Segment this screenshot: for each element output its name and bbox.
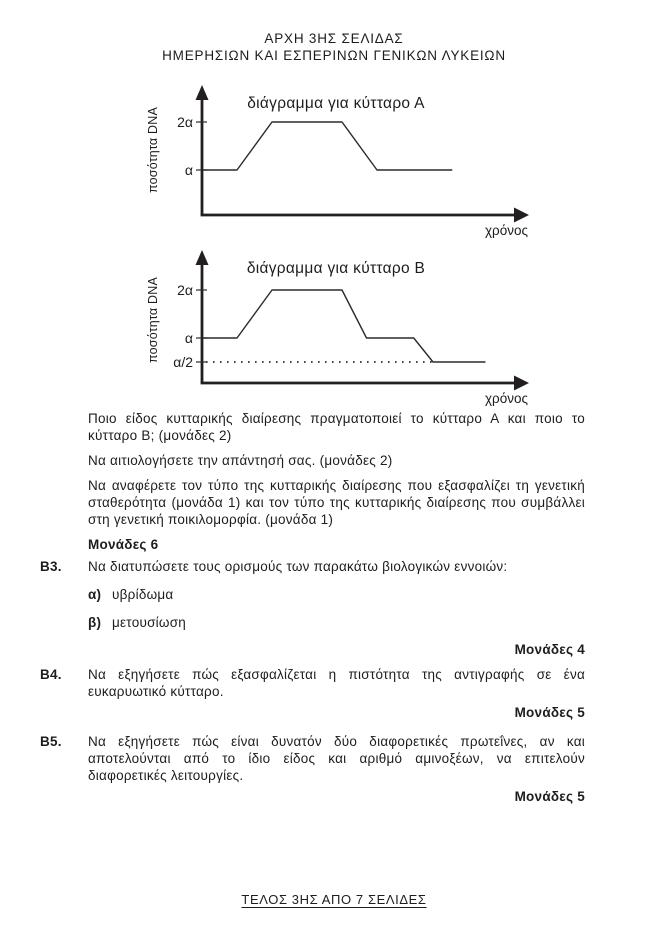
- chart-title: διάγραμμα για κύτταρο Β: [246, 260, 426, 277]
- section-label: Β3.: [40, 559, 62, 574]
- chart-title: διάγραμμα για κύτταρο Α: [247, 95, 425, 112]
- page-footer: [0, 892, 668, 907]
- y-axis-label: ποσότητα DNA: [146, 276, 160, 364]
- section-text: Να διατυπώσετε τους ορισμούς των παρακάτω βιολογικών εννοιών:: [88, 559, 508, 574]
- x-axis-arrow-icon: [514, 376, 529, 391]
- y-tick-label: α: [184, 162, 193, 178]
- section-text: Να εξηγήσετε πώς είναι δυνατόν δύο διαφορετικές πρωτεΐνες, αν και αποτελούνται από το ίδιο είδος και αριθμό αμινοξέων, να επιτελούν διαφορετικές λειτουργίες.: [88, 734, 585, 783]
- y-axis-arrow-icon: [196, 250, 209, 265]
- cell-a-chart: [140, 84, 540, 242]
- question-b2-block: [88, 410, 585, 561]
- footer-text: ΤΕΛΟΣ 3ΗΣ ΑΠΟ 7 ΣΕΛΙΔΕΣ: [241, 892, 427, 907]
- item-label: β): [88, 615, 102, 630]
- definition-item-b: [88, 614, 585, 631]
- y-tick-label: 2α: [177, 114, 193, 130]
- header-line-2: ΗΜΕΡΗΣΙΩΝ ΚΑΙ ΕΣΠΕΡΙΝΩΝ ΓΕΝΙΚΩΝ ΛΥΚΕΙΩΝ: [162, 48, 506, 63]
- question-paragraph: Ποιο είδος κυτταρικής διαίρεσης πραγματοποιεί το κύτταρο Α και ποιο το κύτταρο Β; (μονάδες 2): [88, 411, 585, 443]
- header-line-1: ΑΡΧΗ 3ΗΣ ΣΕΛΙΔΑΣ: [264, 31, 404, 46]
- section-b5: [40, 733, 585, 805]
- cell-b-chart: [140, 247, 540, 415]
- points-label: Μονάδες 5: [514, 705, 585, 720]
- item-text: μετουσίωση: [112, 615, 187, 630]
- section-b3: [40, 558, 585, 658]
- points-label: Μονάδες 4: [514, 642, 585, 657]
- y-tick-label: 2α: [177, 282, 193, 298]
- y-tick-label: α: [184, 330, 193, 346]
- y-axis-arrow-icon: [196, 85, 209, 100]
- figure-cell-a: [140, 84, 540, 247]
- section-label: Β5.: [40, 734, 62, 749]
- x-axis-label: χρόνος: [484, 391, 528, 406]
- y-axis-label: ποσότητα DNA: [146, 106, 160, 194]
- dna-quantity-curve: [202, 122, 452, 170]
- points-label: Μονάδες 5: [514, 789, 585, 804]
- section-text: Να εξηγήσετε πώς εξασφαλίζεται η πιστότητα της αντιγραφής σε ένα ευκαρυωτικό κύτταρο.: [88, 667, 585, 699]
- item-label: α): [88, 587, 102, 602]
- y-tick-label: α/2: [173, 354, 193, 370]
- question-paragraph: Να αιτιολογήσετε την απάντησή σας. (μονάδες 2): [88, 453, 393, 468]
- x-axis-arrow-icon: [514, 208, 529, 223]
- page-header: [0, 30, 668, 64]
- figure-cell-b: [140, 247, 540, 420]
- section-b4: [40, 666, 585, 721]
- question-paragraph: Να αναφέρετε τον τύπο της κυτταρικής διαίρεσης που εξασφαλίζει τη γενετική σταθερότητα (μονάδα 1) και τον τύπο της κυτταρικής διαίρεσης που συμβάλλει στη γενετική ποικιλομορφία. (μονάδα 1): [88, 478, 585, 527]
- definition-item-a: [88, 586, 585, 603]
- section-label: Β4.: [40, 667, 62, 682]
- dna-quantity-curve: [202, 290, 486, 362]
- x-axis-label: χρόνος: [484, 223, 528, 238]
- item-text: υβρίδωμα: [112, 587, 174, 602]
- points-label: Μονάδες 6: [88, 537, 159, 552]
